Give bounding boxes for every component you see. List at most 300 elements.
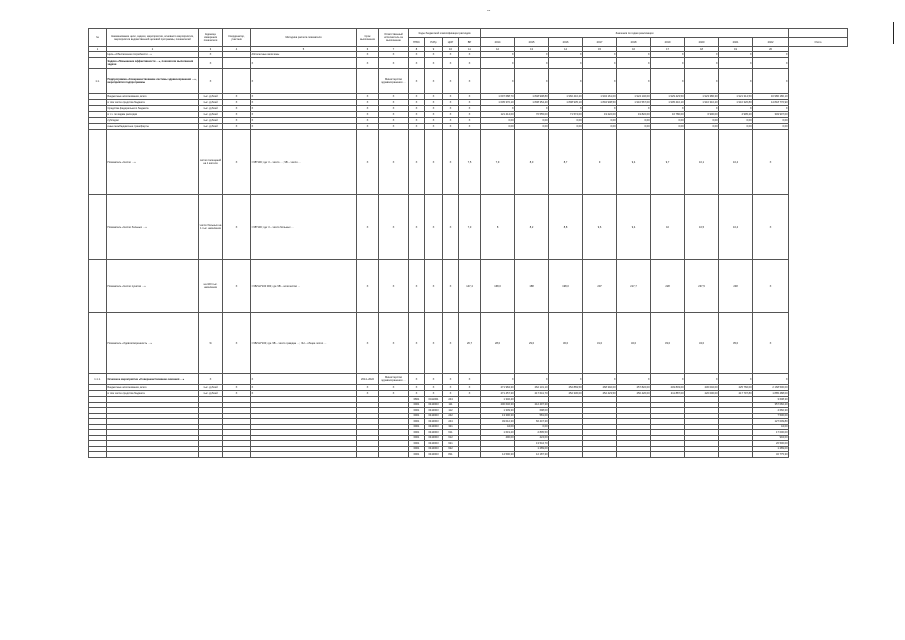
table-cell	[251, 452, 357, 458]
table-cell: Х	[459, 94, 481, 100]
column-number: 13	[515, 47, 549, 52]
header-methodology: Методика расчета показателя	[251, 29, 357, 47]
table-cell: 0,00	[685, 118, 719, 124]
table-cell: 16 780,00	[651, 112, 685, 118]
table-cell: 13 396,30	[481, 413, 515, 419]
table-cell: Х	[379, 313, 409, 374]
table-cell: =ЧВ*100; где Ч – число больных …	[251, 195, 357, 260]
table-cell: 44,00	[753, 424, 789, 430]
table-cell: Х	[409, 313, 425, 374]
table-cell: 112	[443, 408, 459, 414]
column-number: 20	[753, 47, 789, 52]
table-cell	[379, 452, 409, 458]
table-cell: Х	[685, 69, 719, 94]
table-cell	[719, 452, 753, 458]
table-cell: 19 222,00	[583, 112, 617, 118]
table-cell	[107, 452, 199, 458]
column-number: 9	[425, 47, 443, 52]
table-cell: Х	[223, 385, 251, 391]
table-cell: 217 641,70	[515, 391, 549, 397]
table-cell: 28,0	[481, 313, 515, 374]
table-cell: Х	[379, 260, 409, 313]
table-cell: 0801	[409, 397, 425, 403]
table-cell: 0410003	[425, 408, 443, 414]
table-cell: 228	[651, 260, 685, 313]
table-cell: Х	[753, 58, 789, 69]
table-cell: 244	[443, 419, 459, 425]
table-cell: 10,4	[719, 130, 753, 195]
table-cell: 13 544,70	[515, 441, 549, 447]
column-number: 18	[685, 47, 719, 52]
table-cell: Х	[685, 374, 719, 385]
table-cell: Х	[379, 385, 409, 391]
table-cell: Х	[379, 124, 409, 130]
table-cell: 225 766,00	[719, 385, 753, 391]
table-cell: 2014–2022	[357, 374, 379, 385]
table-cell: Х	[223, 112, 251, 118]
table-cell: 7 500,00	[753, 413, 789, 419]
table-cell: 8,7	[549, 130, 583, 195]
table-cell: Х	[549, 374, 583, 385]
header-no: №	[89, 29, 107, 47]
table-cell: 207	[583, 260, 617, 313]
column-number: 4	[223, 47, 251, 52]
table-cell: %	[199, 313, 223, 374]
table-cell: Х	[199, 69, 223, 94]
table-cell: 1 894 908,50	[583, 100, 617, 106]
table-cell: Х	[379, 100, 409, 106]
table-cell: 17 000,00	[753, 430, 789, 436]
table-cell: 249 803,00	[651, 385, 685, 391]
table-cell: =ЧВ/ЧН*100 000; где ЧВ – количество …	[251, 260, 357, 313]
table-cell: Х	[379, 106, 409, 112]
table-cell: 1 309,30	[481, 408, 515, 414]
table-cell: Х	[719, 106, 753, 112]
table-cell: 230 002,00	[685, 385, 719, 391]
table-cell: 0901	[409, 430, 425, 436]
table-cell: 1 924 146,00	[617, 94, 651, 100]
table-cell: Х	[459, 385, 481, 391]
table-cell: Х	[583, 58, 617, 69]
table-cell: 32,0	[617, 313, 651, 374]
table-cell: Х	[719, 69, 753, 94]
table-cell: 0,00	[651, 124, 685, 130]
table-cell: 9,7	[651, 130, 685, 195]
header-budget-code: ЦСР	[443, 38, 459, 47]
table-cell: 811	[443, 452, 459, 458]
table-cell: Х	[685, 106, 719, 112]
header-term: Срок выполнения	[357, 29, 379, 47]
table-cell: 1 289,00	[515, 446, 549, 452]
table-cell: 26 500,00	[753, 441, 789, 447]
table-cell: Х	[549, 58, 583, 69]
table-cell: Х	[425, 195, 443, 260]
table-cell: Х	[651, 52, 685, 58]
header-year: 2017	[583, 38, 617, 47]
table-cell: Х	[223, 391, 251, 397]
table-cell: 248	[719, 260, 753, 313]
table-cell: Х	[443, 385, 459, 391]
table-cell: Х	[357, 58, 379, 69]
table-cell: 1 808 354,40	[515, 100, 549, 106]
table-cell: Х	[223, 195, 251, 260]
header-responsible: Ответственный исполнитель за выполнение	[379, 29, 409, 47]
table-cell: 2 168 500,00	[753, 385, 789, 391]
table-cell: 34,0	[685, 313, 719, 374]
table-cell: =ЧВ/ЧН*100; где ЧВ – число граждан …; ЧН – общее число …	[251, 313, 357, 374]
table-cell: 271 984,30	[481, 385, 515, 391]
table-cell: Х	[443, 130, 459, 195]
table-cell: Х	[443, 391, 459, 397]
table-cell: 0410003	[425, 430, 443, 436]
table-cell: Х	[425, 124, 443, 130]
table-cell: Х	[549, 52, 583, 58]
table-cell	[583, 452, 617, 458]
table-cell: 357 082,20	[753, 402, 789, 408]
header-years-group: Значения по годам реализации	[481, 29, 789, 38]
table-cell: 8,0	[515, 130, 549, 195]
table-cell: 262 131,10	[515, 385, 549, 391]
table-cell: Х	[409, 385, 425, 391]
header-budget-code: ГРБС	[409, 38, 425, 47]
header-year: 2014	[481, 38, 515, 47]
table-cell: Х	[409, 130, 425, 195]
header-year: 2015	[515, 38, 549, 47]
table-cell: Х	[583, 106, 617, 112]
table-cell: Х	[379, 94, 409, 100]
table-cell: 10,5	[685, 195, 719, 260]
table-cell: Х	[515, 374, 549, 385]
table-cell: 0901	[409, 441, 425, 447]
header-name: Наименование цели, задачи, мероприятия, основного мероприятия, мероприятия ведомственной целевой программы, показателей	[107, 29, 199, 47]
table-cell: 9,4	[617, 130, 651, 195]
table-cell: Х	[651, 106, 685, 112]
table-cell: 0,00	[481, 124, 515, 130]
table-cell: 612	[443, 435, 459, 441]
table-cell: 257 822,00	[617, 385, 651, 391]
table-cell: 0,00	[549, 124, 583, 130]
column-number: 14	[549, 47, 583, 52]
table-cell: 111	[443, 402, 459, 408]
table-cell: Х	[251, 106, 357, 112]
table-cell: 271 457,30	[481, 391, 515, 397]
table-cell: Х	[443, 100, 459, 106]
table-cell: Х	[651, 69, 685, 94]
column-number: 3	[199, 47, 223, 52]
table-cell: Х	[251, 124, 357, 130]
table-cell: 0,00	[719, 118, 753, 124]
table-cell: Х	[443, 52, 459, 58]
table-cell: Х	[459, 52, 481, 58]
table-cell: 622	[443, 446, 459, 452]
table-cell: 4 995,20	[719, 112, 753, 118]
table-cell: 8,2	[515, 195, 549, 260]
table-cell: 127 009,80	[753, 419, 789, 425]
table-cell: 1 848 908,80	[515, 94, 549, 100]
table-row	[89, 69, 848, 94]
table-cell: 0,00	[651, 118, 685, 124]
table-cell	[89, 313, 107, 374]
table-cell: 14 590,30	[481, 452, 515, 458]
table-cell: Х	[651, 58, 685, 69]
table-cell: 168,0	[481, 260, 515, 313]
table-cell	[89, 130, 107, 195]
table-cell: Х	[357, 112, 379, 118]
table-cell: Х	[719, 374, 753, 385]
table-cell: 1 885 488,00	[753, 391, 789, 397]
table-cell: 19 822,00	[617, 112, 651, 118]
table-cell: 242	[443, 413, 459, 419]
column-number: 17	[651, 47, 685, 52]
table-cell: Х	[583, 69, 617, 94]
table-cell: 244	[443, 397, 459, 403]
table-cell: в т.ч. по видам расходов	[107, 112, 199, 118]
table-cell	[89, 260, 107, 313]
table-cell: 994,00	[753, 435, 789, 441]
table-cell: Х	[549, 69, 583, 94]
header-coordinator: Координатор, участник	[223, 29, 251, 47]
table-cell: 0410003	[425, 424, 443, 430]
table-cell: Х	[379, 52, 409, 58]
table-cell: 10,1	[685, 130, 719, 195]
table-cell: Х	[481, 374, 515, 385]
page-edge-mark	[893, 22, 894, 44]
table-cell: 8,8	[549, 195, 583, 260]
table-cell: Х	[357, 195, 379, 260]
table-cell	[617, 452, 651, 458]
table-cell: Х	[753, 130, 789, 195]
table-cell: Цель «Обеспечение потребности…»	[107, 52, 199, 58]
table-cell: Х	[459, 391, 481, 397]
table-cell: 237,5	[685, 260, 719, 313]
table-cell: 581,00	[515, 413, 549, 419]
table-cell: 35,0	[719, 313, 753, 374]
table-cell: 2 895,50	[515, 430, 549, 436]
table-cell: 0901	[409, 452, 425, 458]
table-cell: Х	[425, 118, 443, 124]
table-cell: Х	[223, 94, 251, 100]
table-cell: Х	[251, 94, 357, 100]
table-cell: 8	[481, 195, 515, 260]
table-cell: тыс. рублей	[199, 106, 223, 112]
table-cell: Х	[459, 124, 481, 130]
table-cell: 1 923 386,30	[685, 94, 719, 100]
table-cell: 252 336,00	[549, 391, 583, 397]
header-budget-code: ВР	[459, 38, 481, 47]
table-cell	[357, 452, 379, 458]
table-cell: 0901	[409, 413, 425, 419]
table-cell: 4 660,30	[753, 408, 789, 414]
table-cell: Х	[753, 52, 789, 58]
table-cell: 44,00	[481, 424, 515, 430]
table-cell: 200 646,30	[481, 402, 515, 408]
table-cell: тыс. рублей	[199, 124, 223, 130]
table-cell: Х	[443, 94, 459, 100]
table-cell	[223, 374, 251, 385]
table-row	[89, 313, 848, 374]
table-cell: 10,4	[719, 195, 753, 260]
column-number: 19	[719, 47, 753, 52]
table-cell: Х	[409, 118, 425, 124]
table-cell: Х	[223, 313, 251, 374]
table-cell: Х	[459, 100, 481, 106]
column-number: 12	[481, 47, 515, 52]
column-number: 10	[443, 47, 459, 52]
table-cell: 0901	[409, 408, 425, 414]
table-cell: 698,00	[515, 408, 549, 414]
table-cell: Х	[409, 69, 425, 94]
header-year: 2022	[753, 38, 789, 47]
table-cell: 3 608,30	[753, 397, 789, 403]
table-cell: 0,00	[481, 118, 515, 124]
table-cell: 0410003	[425, 435, 443, 441]
program-indicators-table	[88, 28, 848, 458]
table-cell: Х	[409, 260, 425, 313]
table-cell	[89, 452, 107, 458]
table-cell: Х	[357, 118, 379, 124]
table-cell: 0,00	[515, 118, 549, 124]
table-cell: Министерство здравоохранения …	[379, 374, 409, 385]
table-cell: Х	[753, 313, 789, 374]
table-cell: Х	[481, 69, 515, 94]
table-cell: 0,00	[515, 424, 549, 430]
table-cell: Х	[425, 260, 443, 313]
table-cell: на 100 тыс. населения	[199, 260, 223, 313]
table-cell: Х	[409, 195, 425, 260]
table-cell: Министерство здравоохранения …	[379, 69, 409, 94]
column-number: 15	[583, 47, 617, 52]
table-cell: Показатель «Удовлетворенность …»	[107, 313, 199, 374]
table-cell: Средства федерального бюджета	[107, 106, 199, 112]
table-cell: в том числе средства бюджета	[107, 100, 199, 106]
table-cell: 9,4	[617, 195, 651, 260]
table-cell: Х	[251, 374, 357, 385]
table-cell: 6 900,00	[685, 112, 719, 118]
table-cell: 1 605 370,10	[481, 100, 515, 106]
table-cell: Х	[443, 112, 459, 118]
header-budget-codes: Коды бюджетной классификации расходов	[409, 29, 481, 38]
table-cell: Х	[251, 118, 357, 124]
table-cell: Х	[459, 69, 481, 94]
table-cell: Х	[357, 52, 379, 58]
header-total: Итого	[789, 38, 848, 47]
table-cell: 252 869,50	[549, 385, 583, 391]
table-cell: 211 887,00	[651, 391, 685, 397]
table-cell: тыс. рублей	[199, 112, 223, 118]
header-year: 2016	[549, 38, 583, 47]
table-cell: 0,00	[617, 118, 651, 124]
table-cell: Х	[443, 260, 459, 313]
table-cell: число больных на 1 тыс. населения	[199, 195, 223, 260]
table-cell	[199, 452, 223, 458]
page-number: --	[487, 8, 491, 14]
table-cell: Х	[251, 112, 357, 118]
table-cell	[223, 58, 251, 69]
table-cell: Х	[409, 112, 425, 118]
table-cell: 0,00	[719, 124, 753, 130]
table-cell: 1 289,00	[753, 446, 789, 452]
table-row	[89, 260, 848, 313]
table-cell: 0,00	[549, 118, 583, 124]
header-unit: Единица измерения показателя	[199, 29, 223, 47]
table-cell: Х	[617, 52, 651, 58]
table-cell: 0901	[409, 402, 425, 408]
table-cell: Х	[481, 52, 515, 58]
table-cell: Х	[379, 58, 409, 69]
table-cell: 1 929 423,50	[651, 94, 685, 100]
table-cell: Х	[617, 69, 651, 94]
table-cell: Х	[617, 374, 651, 385]
table-cell: тыс. рублей	[199, 385, 223, 391]
table-cell: 147,4	[459, 260, 481, 313]
table-cell: Х	[409, 52, 425, 58]
table-cell: Х	[409, 106, 425, 112]
table-cell: Х	[425, 374, 443, 385]
table-cell: Х	[685, 58, 719, 69]
table-cell: Х	[443, 118, 459, 124]
table-cell: 268 392,00	[583, 385, 617, 391]
table-cell: Х	[199, 374, 223, 385]
table-cell: число посещений на 1 жителя	[199, 130, 223, 195]
table-row	[89, 452, 848, 458]
table-cell: 217,7	[617, 260, 651, 313]
table-cell: Х	[515, 52, 549, 58]
column-number: 11	[459, 47, 481, 52]
table-cell: 321	[443, 424, 459, 430]
table-cell: Х	[425, 385, 443, 391]
table-cell: Х	[459, 374, 481, 385]
table-cell: 0410003	[425, 452, 443, 458]
table-cell: 212 497,30	[515, 402, 549, 408]
table-cell: тыс. рублей	[199, 391, 223, 397]
table-cell: Х	[719, 52, 753, 58]
table-cell: Х	[515, 106, 549, 112]
table-cell: Х	[251, 58, 357, 69]
table-cell: 1 619,20	[481, 430, 515, 436]
table-cell: Х	[379, 195, 409, 260]
table-cell: 9	[583, 130, 617, 195]
table-cell: 30,0	[549, 313, 583, 374]
table-cell: Х	[223, 118, 251, 124]
table-cell: 0410003	[425, 413, 443, 419]
table-cell: Х	[425, 112, 443, 118]
table-cell: 1 921 314,50	[719, 94, 753, 100]
table-cell: Х	[443, 58, 459, 69]
table-cell: 26,7	[459, 313, 481, 374]
table-cell	[89, 58, 107, 69]
table-cell: Х	[357, 94, 379, 100]
table-cell: Х	[443, 374, 459, 385]
table-cell: Х	[719, 58, 753, 69]
header-year: 2020	[685, 38, 719, 47]
table-cell: Х	[425, 52, 443, 58]
table-cell: 0,00	[617, 124, 651, 130]
table-cell: Х	[583, 374, 617, 385]
table-cell: 31,0	[583, 313, 617, 374]
table-cell: Х	[251, 391, 357, 397]
table-cell: 1.1.	[89, 69, 107, 94]
table-cell: 10	[651, 195, 685, 260]
table-cell: 70 555,00	[515, 112, 549, 118]
table-cell: Х	[459, 58, 481, 69]
table-cell: 0410003	[425, 402, 443, 408]
table-cell: Показатель «Число пунктов …»	[107, 260, 199, 313]
table-cell: Х	[651, 374, 685, 385]
table-cell: Х	[459, 112, 481, 118]
table-cell: Х	[223, 100, 251, 106]
table-cell: Х	[425, 69, 443, 94]
table-cell: Х	[379, 118, 409, 124]
